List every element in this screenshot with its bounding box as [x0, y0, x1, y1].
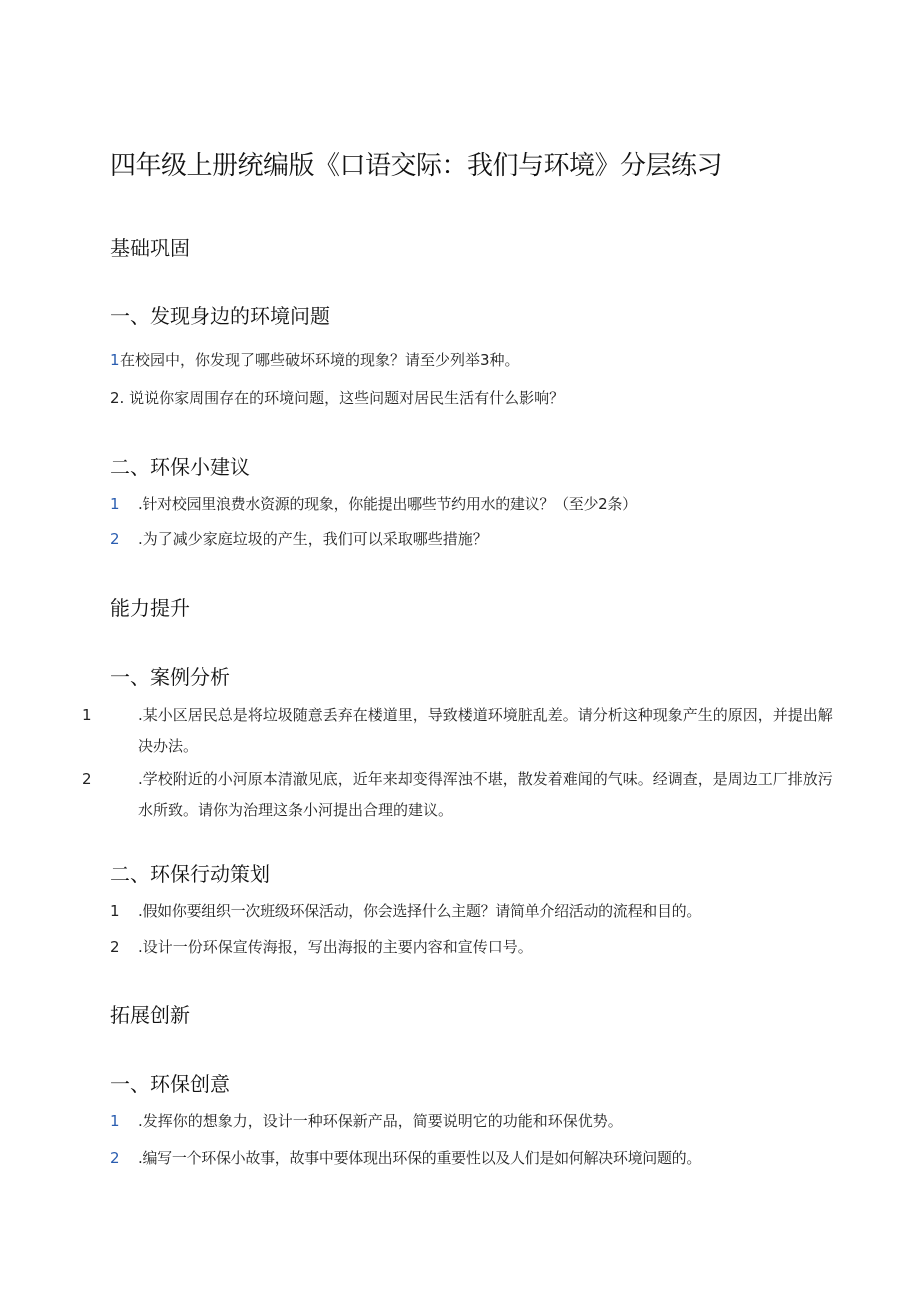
question-number: 1 — [82, 706, 92, 724]
question-item — [110, 1106, 810, 1137]
question-number: 1 — [110, 495, 120, 513]
question-item — [82, 700, 838, 762]
question-number: 1 — [110, 351, 120, 369]
question-item — [110, 1143, 810, 1174]
question-number: 1 — [110, 1112, 120, 1130]
question-number: 1 — [110, 902, 120, 920]
section-heading-case: 一、案例分析 — [110, 665, 230, 689]
question-item — [82, 764, 838, 826]
question-text: 在校园中，你发现了哪些破坏环境的现象？请至少列举3种。 — [120, 351, 520, 369]
question-number: 2 — [110, 530, 120, 548]
question-number: 2 — [110, 1149, 120, 1167]
question-text: .假如你要组织一次班级环保活动，你会选择什么主题？请简单介绍活动的流程和目的。 — [138, 902, 702, 920]
question-text: .为了减少家庭垃圾的产生，我们可以采取哪些措施？ — [138, 530, 488, 548]
question-text: .编写一个环保小故事，故事中要体现出环保的重要性以及人们是如何解决环境问题的。 — [138, 1149, 702, 1167]
question-text: .针对校园里浪费水资源的现象，你能提出哪些节约用水的建议？（至少2条） — [138, 495, 637, 513]
section-heading-plan: 二、环保行动策划 — [110, 862, 270, 886]
question-number: 2. — [110, 389, 125, 407]
question-number: 2 — [110, 938, 120, 956]
question-text: 说说你家周围存在的环境问题，这些问题对居民生活有什么影响？ — [124, 389, 565, 407]
question-number: 2 — [82, 770, 92, 788]
question-item — [110, 489, 810, 520]
document-title: 四年级上册统编版《口语交际：我们与环境》分层练习 — [110, 151, 723, 181]
section-heading-discover: 一、发现身边的环境问题 — [110, 304, 330, 328]
question-item — [110, 383, 810, 414]
question-text: .某小区居民总是将垃圾随意丢弃在楼道里，导致楼道环境脏乱差。请分析这种现象产生的原因，并提出解决办法。 — [138, 706, 833, 755]
section-heading-creative: 一、环保创意 — [110, 1072, 230, 1096]
question-text: .设计一份环保宣传海报，写出海报的主要内容和宣传口号。 — [138, 938, 533, 956]
question-text: .发挥你的想象力，设计一种环保新产品，简要说明它的功能和环保优势。 — [138, 1112, 623, 1130]
question-text: .学校附近的小河原本清澈见底，近年来却变得浑浊不堪，散发着难闻的气味。经调查，是周边工厂排放污水所致。请你为治理这条小河提出合理的建议。 — [138, 770, 833, 819]
level-heading-ability: 能力提升 — [110, 596, 190, 620]
level-heading-extension: 拓展创新 — [110, 1003, 190, 1027]
question-item — [110, 896, 810, 927]
level-heading-basic: 基础巩固 — [110, 236, 190, 260]
question-item — [110, 932, 810, 963]
question-item — [110, 524, 810, 555]
section-heading-suggestions: 二、环保小建议 — [110, 455, 250, 479]
question-item — [110, 345, 810, 376]
